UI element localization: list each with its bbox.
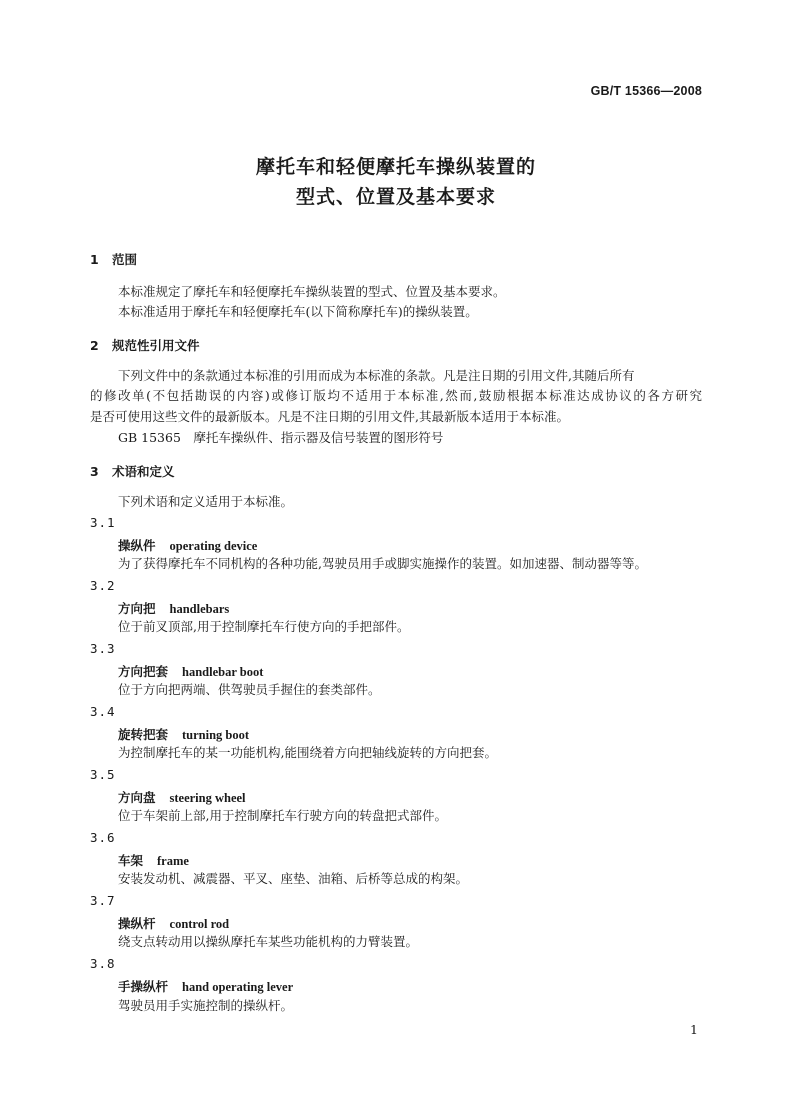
section-heading-scope (90, 250, 137, 268)
term-english: hand operating lever (182, 980, 294, 994)
term-number: 3.7 (90, 893, 116, 908)
term-english: handlebar boot (182, 665, 264, 679)
term-chinese: 手操纵杆 (118, 979, 169, 994)
term-english: frame (157, 854, 189, 868)
page-number: 1 (690, 1022, 698, 1037)
term-number: 3.1 (90, 515, 116, 530)
term-definition: 为控制摩托车的某一功能机构,能围绕着方向把轴线旋转的方向把套。 (118, 745, 497, 760)
paragraph: 本标准适用于摩托车和轻便摩托车(以下简称摩托车)的操纵装置。 (118, 304, 478, 319)
standard-code: GB/T 15366—2008 (590, 84, 702, 98)
section-heading-normative-references (90, 336, 200, 354)
section-number: 3 (90, 464, 99, 479)
term-number: 3.6 (90, 830, 116, 845)
term-number: 3.4 (90, 704, 116, 719)
term-entry (118, 914, 229, 932)
section-heading-terms-and-definitions (90, 462, 175, 480)
section-title: 术语和定义 (112, 464, 175, 479)
term-definition: 位于前叉顶部,用于控制摩托车行使方向的手把部件。 (118, 619, 410, 634)
paragraph: 下列术语和定义适用于本标准。 (118, 494, 294, 509)
reference-entry: GB 15365 摩托车操纵件、指示器及信号装置的图形符号 (118, 430, 444, 445)
section-title: 规范性引用文件 (112, 338, 200, 353)
document-title-line-1: 摩托车和轻便摩托车操纵装置的 (255, 156, 536, 178)
term-chinese: 车架 (118, 853, 144, 868)
term-entry (118, 536, 257, 554)
document-title-line-2: 型式、位置及基本要求 (295, 186, 496, 208)
term-chinese: 方向把 (118, 601, 156, 616)
term-definition: 安装发动机、减震器、平叉、座垫、油箱、后桥等总成的构架。 (118, 871, 469, 886)
term-chinese: 操纵杆 (118, 916, 156, 931)
term-number: 3.8 (90, 956, 116, 971)
paragraph-line: 的修改单(不包括勘误的内容)或修订版均不适用于本标准,然而,鼓励根据本标准达成协议的各方研究 (90, 388, 702, 403)
term-entry (118, 977, 293, 995)
term-chinese: 方向盘 (118, 790, 156, 805)
paragraph-line: 下列文件中的条款通过本标准的引用而成为本标准的条款。凡是注日期的引用文件,其随后所有 (118, 368, 635, 383)
term-english: operating device (169, 539, 258, 553)
term-entry (118, 599, 229, 617)
term-number: 3.3 (90, 641, 116, 656)
term-english: handlebars (169, 602, 230, 616)
term-number: 3.2 (90, 578, 116, 593)
term-definition: 位于车架前上部,用于控制摩托车行驶方向的转盘把式部件。 (118, 808, 447, 823)
paragraph: 本标准规定了摩托车和轻便摩托车操纵装置的型式、位置及基本要求。 (118, 284, 506, 299)
term-number: 3.5 (90, 767, 116, 782)
term-entry (118, 725, 249, 743)
term-definition: 为了获得摩托车不同机构的各种功能,驾驶员用手或脚实施操作的装置。如加速器、制动器等等。 (118, 556, 647, 571)
term-english: turning boot (182, 728, 250, 742)
term-english: control rod (169, 917, 230, 931)
paragraph-line: 是否可使用这些文件的最新版本。凡是不注日期的引用文件,其最新版本适用于本标准。 (90, 409, 569, 424)
term-definition: 驾驶员用手实施控制的操纵杆。 (118, 998, 294, 1013)
term-chinese: 旋转把套 (118, 727, 169, 742)
term-entry (118, 662, 263, 680)
term-chinese: 操纵件 (118, 538, 156, 553)
section-number: 1 (90, 252, 99, 267)
term-definition: 位于方向把两端、供驾驶员手握住的套类部件。 (118, 682, 381, 697)
term-definition: 绕支点转动用以操纵摩托车某些功能机构的力臂装置。 (118, 934, 419, 949)
term-english: steering wheel (169, 791, 246, 805)
section-number: 2 (90, 338, 99, 353)
term-entry (118, 788, 246, 806)
section-title: 范围 (112, 252, 138, 267)
term-entry (118, 851, 189, 869)
term-chinese: 方向把套 (118, 664, 169, 679)
